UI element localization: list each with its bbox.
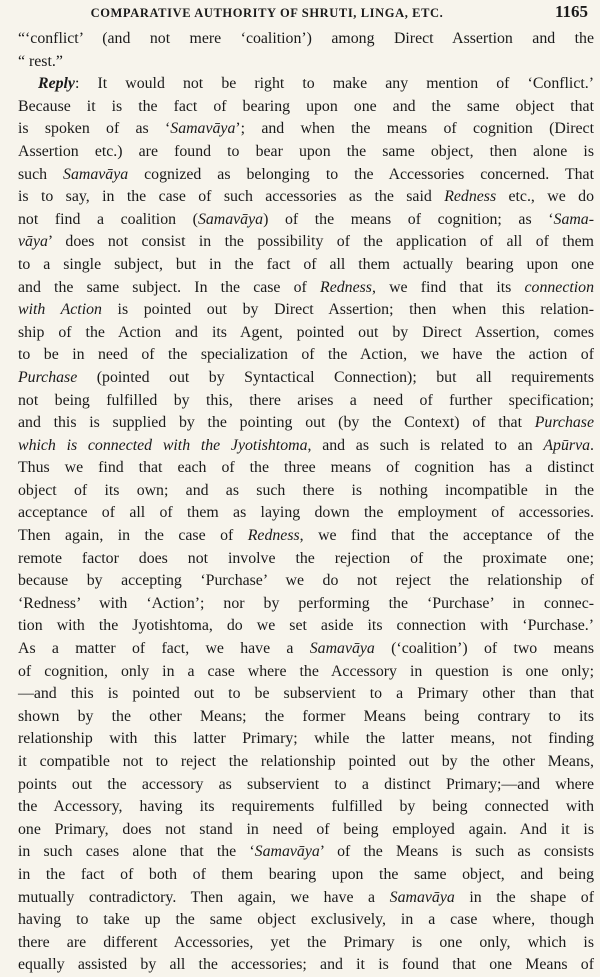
italic-term: Samavāya (389, 888, 455, 906)
text-line (18, 593, 594, 616)
italic-term: Samavāya (254, 843, 320, 861)
text-run: —and this is pointed out to be subservient to a Primary other than that (18, 685, 594, 703)
text-run: Assertion etc.) are found to bear upon the same object, then alone is (18, 142, 594, 160)
text-run: the Accessory, having its requirements fulfilled by being connected with (18, 798, 594, 816)
text-run: ) of the means of cognition; as ‘ (263, 210, 554, 228)
text-run: in such cases alone that the ‘ (18, 843, 255, 861)
text-run: , and as such is related to an (307, 436, 544, 454)
text-line (18, 774, 594, 797)
running-title: COMPARATIVE AUTHORITY OF SHRUTI, LINGA, ETC. (90, 6, 444, 20)
text-line (18, 954, 594, 977)
text-run: in the fact of both of them bearing upon the same object, and being (18, 865, 594, 883)
italic-term: Samavāya (197, 210, 264, 228)
text-run: cognized as belonging to the Accessories concerned. That (128, 165, 594, 183)
text-line (18, 277, 594, 300)
text-line (18, 51, 594, 74)
text-line (18, 209, 594, 232)
text-line (18, 751, 594, 774)
text-run: not being fulfilled by this, there arises a need of further specification; (18, 391, 594, 409)
text-run: , we find that the acceptance of the (299, 527, 595, 545)
text-run: . (590, 436, 594, 454)
text-line (18, 96, 594, 119)
text-run: object of its own; and as such there is nothing incompatible in the (18, 481, 594, 499)
text-run: and the same subject. In the case of (18, 278, 321, 296)
italic-term: Redness (444, 188, 497, 206)
text-line (18, 435, 594, 458)
text-run: acceptance of all of them as laying down the employment of accessories. (18, 504, 594, 522)
text-run: , we find that its (371, 278, 525, 296)
text-run: is spoken of as ‘ (18, 120, 171, 138)
text-run: having to take up the same object exclusively, in a case where, though (18, 911, 594, 929)
italic-term: Sama- (553, 210, 594, 228)
italic-term: vāya (18, 233, 48, 251)
text-run: there are different Accessories, yet the Primary is one only, which is (18, 933, 594, 951)
text-line (18, 638, 594, 661)
text-line (18, 796, 594, 819)
text-line (18, 841, 594, 864)
text-line (18, 819, 594, 842)
italic-term: Samavāya (170, 120, 236, 138)
italic-term: Samavāya (63, 165, 129, 183)
text-run: tion with the Jyotishtoma, do we set aside its connection with ‘Purchase.’ (18, 617, 594, 635)
text-run: points out the accessory as subservient to a distinct Primary;—and where (18, 775, 594, 793)
text-run: to be in need of the specialization of the Action, we have the action of (18, 346, 594, 364)
text-line (18, 457, 594, 480)
text-run: ‘Redness’ with ‘Action’; nor by performing the ‘Purchase’ in connec- (18, 594, 594, 612)
text-run: ship of the Action and its Agent, pointed out by Direct Assertion, comes (18, 323, 594, 341)
text-line (18, 683, 594, 706)
text-run: Then again, in the case of (18, 527, 248, 545)
text-line (18, 254, 594, 277)
italic-term: Samavāya (309, 640, 375, 658)
italic-term: Apūrva (543, 436, 591, 454)
text-run: of cognition, only in a case where the Accessory in question is one only; (18, 662, 594, 680)
text-line (18, 231, 594, 254)
text-run: (‘coalition’) of two means (374, 640, 594, 658)
text-line (18, 548, 594, 571)
text-run: equally assisted by all the accessories; and it is found that one Means of (18, 956, 594, 974)
text-run: “‘conflict’ (and not mere ‘coalition’) among Direct Assertion and the (18, 30, 594, 47)
text-line (18, 525, 594, 548)
text-run: in the shape of (454, 888, 595, 906)
text-line (18, 141, 594, 164)
text-run: is pointed out by Direct Assertion; then when this relation- (101, 301, 594, 319)
text-run: : It would not be right to make any mention of ‘Conflict.’ (74, 75, 594, 93)
running-head (18, 0, 594, 28)
text-run: relationship with this latter Primary; while the latter means, not finding (18, 730, 594, 748)
italic-term: Redness (247, 527, 300, 545)
text-run: to a single subject, but in the fact of all them actually bearing upon one (18, 255, 594, 273)
italic-term: with Action (18, 301, 102, 319)
italic-term: Redness (320, 278, 372, 296)
text-line (18, 932, 594, 955)
text-line (18, 412, 594, 435)
text-line (18, 164, 594, 187)
text-line (18, 186, 594, 209)
text-line (18, 367, 594, 390)
text-run: because by accepting ‘Purchase’ we do not reject the relationship of (18, 572, 594, 590)
text-run: As a matter of fact, we have a (18, 640, 310, 658)
text-run: remote factor does not involve the rejection of the proximate one; (18, 549, 594, 567)
italic-term: Purchase (534, 414, 594, 432)
text-run: ’ does not consist in the possibility of the application of all of them (47, 233, 594, 251)
text-run: Thus we find that each of the three means of cognition has a distinct (18, 459, 594, 477)
text-line (18, 28, 594, 51)
text-line (18, 344, 594, 367)
text-line (18, 864, 594, 887)
text-line (18, 502, 594, 525)
text-run: etc., we do (496, 188, 594, 206)
italic-term: Purchase (18, 368, 78, 386)
reply-label: Reply (38, 75, 75, 93)
italic-term: connection (524, 278, 594, 296)
text-run: it compatible not to reject the relationship pointed out by the other Means, (18, 753, 594, 770)
body-text (18, 28, 594, 977)
text-line (18, 299, 594, 322)
text-run: Because it is the fact of bearing upon one and the same object that (18, 97, 594, 115)
text-line (18, 615, 594, 638)
text-run: (pointed out by Syntactical Connection); but all requirements (77, 368, 594, 386)
text-line (18, 390, 594, 413)
text-line (18, 73, 594, 96)
text-run: and this is supplied by the pointing out (by the Context) of that (18, 414, 535, 432)
text-line (18, 480, 594, 503)
text-run: ’; and when the means of cognition (Direct (235, 120, 594, 138)
text-line (18, 118, 594, 141)
text-run: mutually contradictory. Then again, we have a (18, 888, 390, 906)
text-run: such (18, 165, 64, 183)
text-line (18, 706, 594, 729)
page-number: 1165 (554, 2, 588, 21)
text-run: shown by the other Means; the former Means being contrary to its (18, 707, 594, 725)
text-run: not find a coalition ( (18, 210, 198, 228)
text-run: is to say, in the case of such accessories as the said (18, 188, 445, 206)
italic-term: which is connected with the Jyotishtoma (18, 436, 308, 454)
text-line (18, 322, 594, 345)
text-run: ’ of the Means is such as consists (319, 843, 595, 861)
text-line (18, 661, 594, 684)
text-run: “ rest.” (18, 52, 63, 70)
text-line (18, 570, 594, 593)
text-line (18, 887, 594, 910)
text-run: one Primary, does not stand in need of being employed again. And it is (18, 820, 594, 838)
text-line (18, 728, 594, 751)
text-line (18, 909, 594, 932)
